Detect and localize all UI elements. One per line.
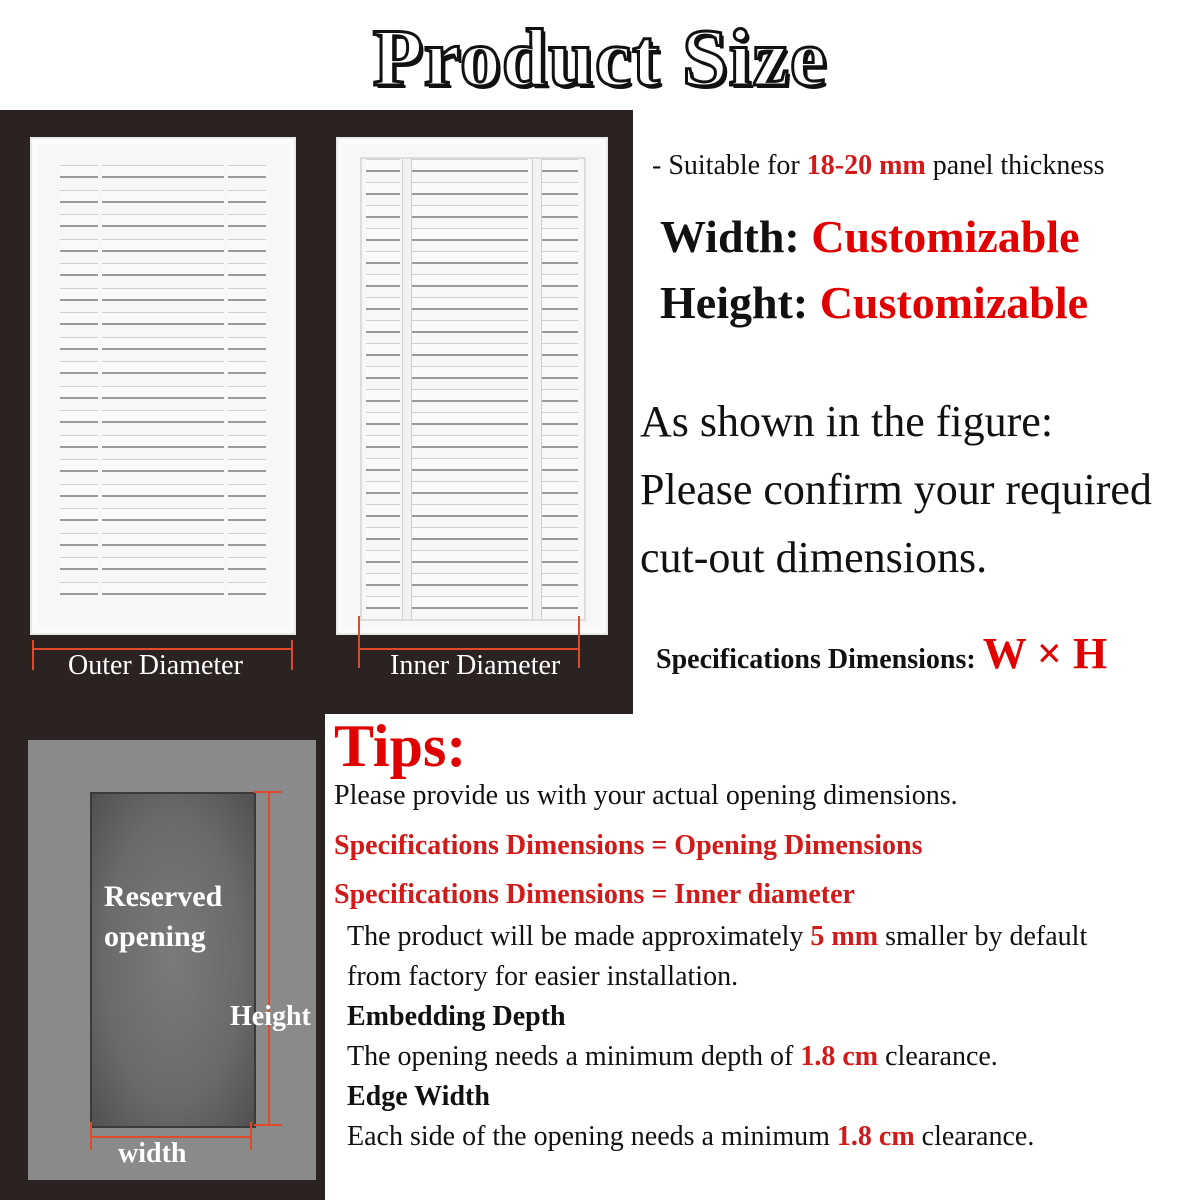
louver-slat [362, 527, 584, 541]
louver-slat-segment [60, 337, 98, 350]
louver-slat-segment [102, 239, 224, 252]
louver-slat-segment [408, 550, 528, 563]
louver-slat-segment [408, 504, 528, 517]
louver-slat-segment [536, 228, 578, 241]
louver-slat-segment [366, 573, 400, 586]
inner-louver-slats [360, 157, 586, 621]
louver-slat [60, 263, 266, 277]
louver-slat-segment [408, 159, 528, 172]
louver-slat-segment [408, 573, 528, 586]
louver-slat-segment [408, 481, 528, 494]
louver-slat [60, 459, 266, 473]
louver-slat-segment [536, 412, 578, 425]
louver-slat [362, 481, 584, 495]
louver-slat-segment [60, 165, 98, 178]
louver-slat-segment [102, 459, 224, 472]
width-dimension-label: width [118, 1138, 187, 1169]
louver-slat [362, 297, 584, 311]
louver-slat-segment [102, 386, 224, 399]
louver-slat [362, 343, 584, 357]
louver-slat-segment [536, 320, 578, 333]
louver-slat-segment [60, 484, 98, 497]
louver-slat [362, 435, 584, 449]
louver-slat [362, 182, 584, 196]
louver-slat-segment [536, 274, 578, 287]
louver-slat-segment [102, 557, 224, 570]
louver-slat-segment [408, 182, 528, 195]
embedding-depth-heading: Embedding Depth [347, 1001, 566, 1032]
tips-smaller-value: 5 mm [810, 921, 879, 952]
figure-note-line1: As shown in the figure: [640, 397, 1054, 446]
outer-louver-panel-image [30, 137, 296, 635]
inner-louver-panel-image [336, 137, 608, 635]
louver-slat-segment [536, 435, 578, 448]
louver-slat-segment [60, 459, 98, 472]
louver-slat-segment [228, 484, 266, 497]
louver-stile [532, 159, 542, 619]
louver-slat-segment [60, 533, 98, 546]
width-spec-label: Width: [660, 211, 812, 262]
louver-slat [362, 504, 584, 518]
spec-dimensions [656, 628, 1107, 679]
louver-slat [60, 214, 266, 228]
embedding-depth-suffix: clearance. [878, 1041, 998, 1072]
tips-heading: Tips: [334, 713, 467, 779]
inner-dim-tick-left [358, 616, 360, 668]
louver-slat-segment [228, 312, 266, 325]
louver-slat-segment [228, 214, 266, 227]
embedding-depth-value: 1.8 cm [800, 1041, 879, 1072]
louver-slat-segment [366, 251, 400, 264]
louver-slat-segment [102, 165, 224, 178]
louver-slat-segment [228, 582, 266, 595]
louver-slat-segment [102, 263, 224, 276]
figure-note-line2: Please confirm your required [640, 465, 1152, 514]
louver-slat-segment [228, 508, 266, 521]
louver-slat-segment [60, 435, 98, 448]
louver-slat-segment [102, 582, 224, 595]
louver-slat [60, 435, 266, 449]
louver-slat-segment [408, 435, 528, 448]
edge-width-value: 1.8 cm [836, 1121, 915, 1152]
louver-slat [60, 386, 266, 400]
louver-slat-segment [536, 550, 578, 563]
louver-slat [60, 337, 266, 351]
louver-slat-segment [228, 361, 266, 374]
louver-slat-segment [366, 320, 400, 333]
louver-slat-segment [60, 582, 98, 595]
louver-slat-segment [228, 337, 266, 350]
louver-slat-segment [536, 366, 578, 379]
tips-equation-inner: Specifications Dimensions = Inner diameter [334, 879, 855, 910]
louver-slat-segment [536, 504, 578, 517]
louver-slat-segment [60, 361, 98, 374]
louver-stile [402, 159, 412, 619]
louver-slat [362, 228, 584, 242]
louver-slat-segment [366, 550, 400, 563]
louver-slat-segment [408, 274, 528, 287]
louver-slat-segment [228, 288, 266, 301]
louver-slat-segment [536, 297, 578, 310]
louver-slat-segment [408, 320, 528, 333]
louver-slat-segment [408, 596, 528, 609]
louver-slat [60, 239, 266, 253]
louver-slat-segment [366, 366, 400, 379]
tips-smaller-note [347, 921, 1087, 953]
louver-slat-segment [60, 239, 98, 252]
reserved-opening-label-line2: opening [104, 920, 206, 953]
height-dim-line [268, 791, 270, 1126]
louver-slat-segment [536, 458, 578, 471]
louver-slat-segment [366, 205, 400, 218]
edge-width-note [347, 1121, 1034, 1153]
louver-slat-segment [408, 389, 528, 402]
height-spec-label: Height: [660, 277, 820, 328]
louver-slat-segment [228, 263, 266, 276]
louver-slat-segment [408, 228, 528, 241]
louver-slat-segment [60, 312, 98, 325]
louver-slat [362, 550, 584, 564]
louver-slat-segment [366, 228, 400, 241]
louver-slat-segment [228, 386, 266, 399]
louver-slat-segment [102, 361, 224, 374]
louver-slat [362, 389, 584, 403]
louver-slat-segment [536, 527, 578, 540]
panel-thickness-suffix: panel thickness [925, 150, 1105, 181]
louver-slat-segment [366, 458, 400, 471]
louver-slat-segment [102, 533, 224, 546]
louver-slat [362, 573, 584, 587]
tips-provide-text: Please provide us with your actual opening dimensions. [334, 780, 958, 811]
louver-slat-segment [408, 251, 528, 264]
louver-slat-segment [228, 239, 266, 252]
louver-slat-segment [366, 412, 400, 425]
louver-slat [362, 596, 584, 610]
spec-dimensions-value: W × H [982, 629, 1108, 678]
louver-slat-segment [228, 165, 266, 178]
louver-slat-segment [366, 504, 400, 517]
reserved-opening [90, 792, 256, 1128]
louver-slat-segment [228, 557, 266, 570]
louver-slat [362, 366, 584, 380]
panel-thickness-note [652, 150, 1105, 182]
tips-smaller-line2: from factory for easier installation. [347, 961, 739, 992]
louver-slat-segment [102, 508, 224, 521]
edge-width-heading: Edge Width [347, 1081, 490, 1112]
panel-thickness-value: 18-20 mm [806, 150, 926, 181]
louver-slat-segment [536, 159, 578, 172]
louver-slat [60, 288, 266, 302]
width-spec-value: Customizable [811, 211, 1080, 262]
louver-slat [60, 165, 266, 179]
page-title: Product Size [372, 12, 828, 103]
louver-slat [60, 410, 266, 424]
louver-slat-segment [536, 205, 578, 218]
louver-slat [362, 274, 584, 288]
reserved-opening-label-line1: Reserved [104, 880, 223, 913]
louver-slat-segment [536, 481, 578, 494]
outer-dim-tick-left [32, 640, 34, 670]
louver-slat-segment [60, 263, 98, 276]
louver-slat-segment [408, 366, 528, 379]
louver-slat-segment [366, 481, 400, 494]
louver-slat-segment [60, 508, 98, 521]
louver-slat-segment [102, 410, 224, 423]
louver-slat-segment [366, 343, 400, 356]
louver-slat [362, 458, 584, 472]
louver-slat [60, 533, 266, 547]
louver-slat [60, 190, 266, 204]
louver-slat [362, 159, 584, 173]
louver-slat [362, 205, 584, 219]
louver-slat-segment [408, 297, 528, 310]
louver-slat-segment [366, 435, 400, 448]
louver-slat-segment [408, 205, 528, 218]
height-spec-value: Customizable [819, 277, 1089, 328]
louver-slat-segment [366, 527, 400, 540]
louver-slat-segment [366, 182, 400, 195]
tips-smaller-prefix: The product will be made approximately [347, 921, 811, 952]
louver-slat-segment [536, 596, 578, 609]
panel-thickness-prefix: - Suitable for [652, 150, 807, 181]
louver-slat-segment [536, 573, 578, 586]
figure-note-line3: cut-out dimensions. [640, 533, 988, 582]
louver-slat-segment [536, 389, 578, 402]
louver-slat [362, 412, 584, 426]
louver-slat-segment [60, 190, 98, 203]
louver-slat-segment [102, 484, 224, 497]
louver-slat-segment [102, 214, 224, 227]
louver-slat [362, 251, 584, 265]
louver-slat-segment [60, 557, 98, 570]
louver-slat-segment [536, 182, 578, 195]
tips-smaller-suffix: smaller by default [878, 921, 1088, 952]
louver-slat-segment [228, 410, 266, 423]
louver-slat-segment [366, 297, 400, 310]
louver-slat-segment [228, 435, 266, 448]
louver-slat-segment [228, 190, 266, 203]
louver-slat-segment [102, 337, 224, 350]
louver-slat [60, 508, 266, 522]
inner-dim-tick-right [578, 616, 580, 668]
louver-slat-segment [102, 190, 224, 203]
louver-slat-segment [366, 389, 400, 402]
outer-louver-slats [60, 165, 266, 605]
louver-slat-segment [228, 533, 266, 546]
louver-slat-segment [366, 159, 400, 172]
outer-dim-tick-right [291, 640, 293, 670]
width-spec [660, 210, 1080, 263]
outer-diameter-label: Outer Diameter [68, 650, 243, 681]
louver-slat-segment [60, 214, 98, 227]
edge-width-suffix: clearance. [914, 1121, 1035, 1152]
louver-slat-segment [60, 410, 98, 423]
louver-slat [60, 582, 266, 596]
louver-slat-segment [536, 251, 578, 264]
louver-slat [60, 484, 266, 498]
height-dimension-label: Height [230, 1001, 311, 1032]
louver-slat-segment [102, 312, 224, 325]
louver-slat [60, 312, 266, 326]
louver-slat [60, 557, 266, 571]
louver-slat-segment [536, 343, 578, 356]
louver-slat-segment [366, 274, 400, 287]
louver-slat [60, 361, 266, 375]
tips-equation-opening: Specifications Dimensions = Opening Dimensions [334, 830, 923, 861]
louver-slat-segment [366, 596, 400, 609]
louver-slat-segment [408, 412, 528, 425]
louver-slat-segment [102, 435, 224, 448]
embedding-depth-note [347, 1041, 998, 1073]
louver-slat-segment [408, 527, 528, 540]
height-spec [660, 276, 1088, 329]
louver-slat-segment [408, 343, 528, 356]
louver-slat [362, 320, 584, 334]
louver-slat-segment [60, 288, 98, 301]
louver-slat-segment [228, 459, 266, 472]
inner-diameter-label: Inner Diameter [390, 650, 561, 681]
edge-width-prefix: Each side of the opening needs a minimum [347, 1121, 837, 1152]
embedding-depth-prefix: The opening needs a minimum depth of [347, 1041, 801, 1072]
louver-slat-segment [102, 288, 224, 301]
louver-slat-segment [408, 458, 528, 471]
spec-dimensions-label: Specifications Dimensions: [656, 644, 983, 675]
louver-slat-segment [60, 386, 98, 399]
